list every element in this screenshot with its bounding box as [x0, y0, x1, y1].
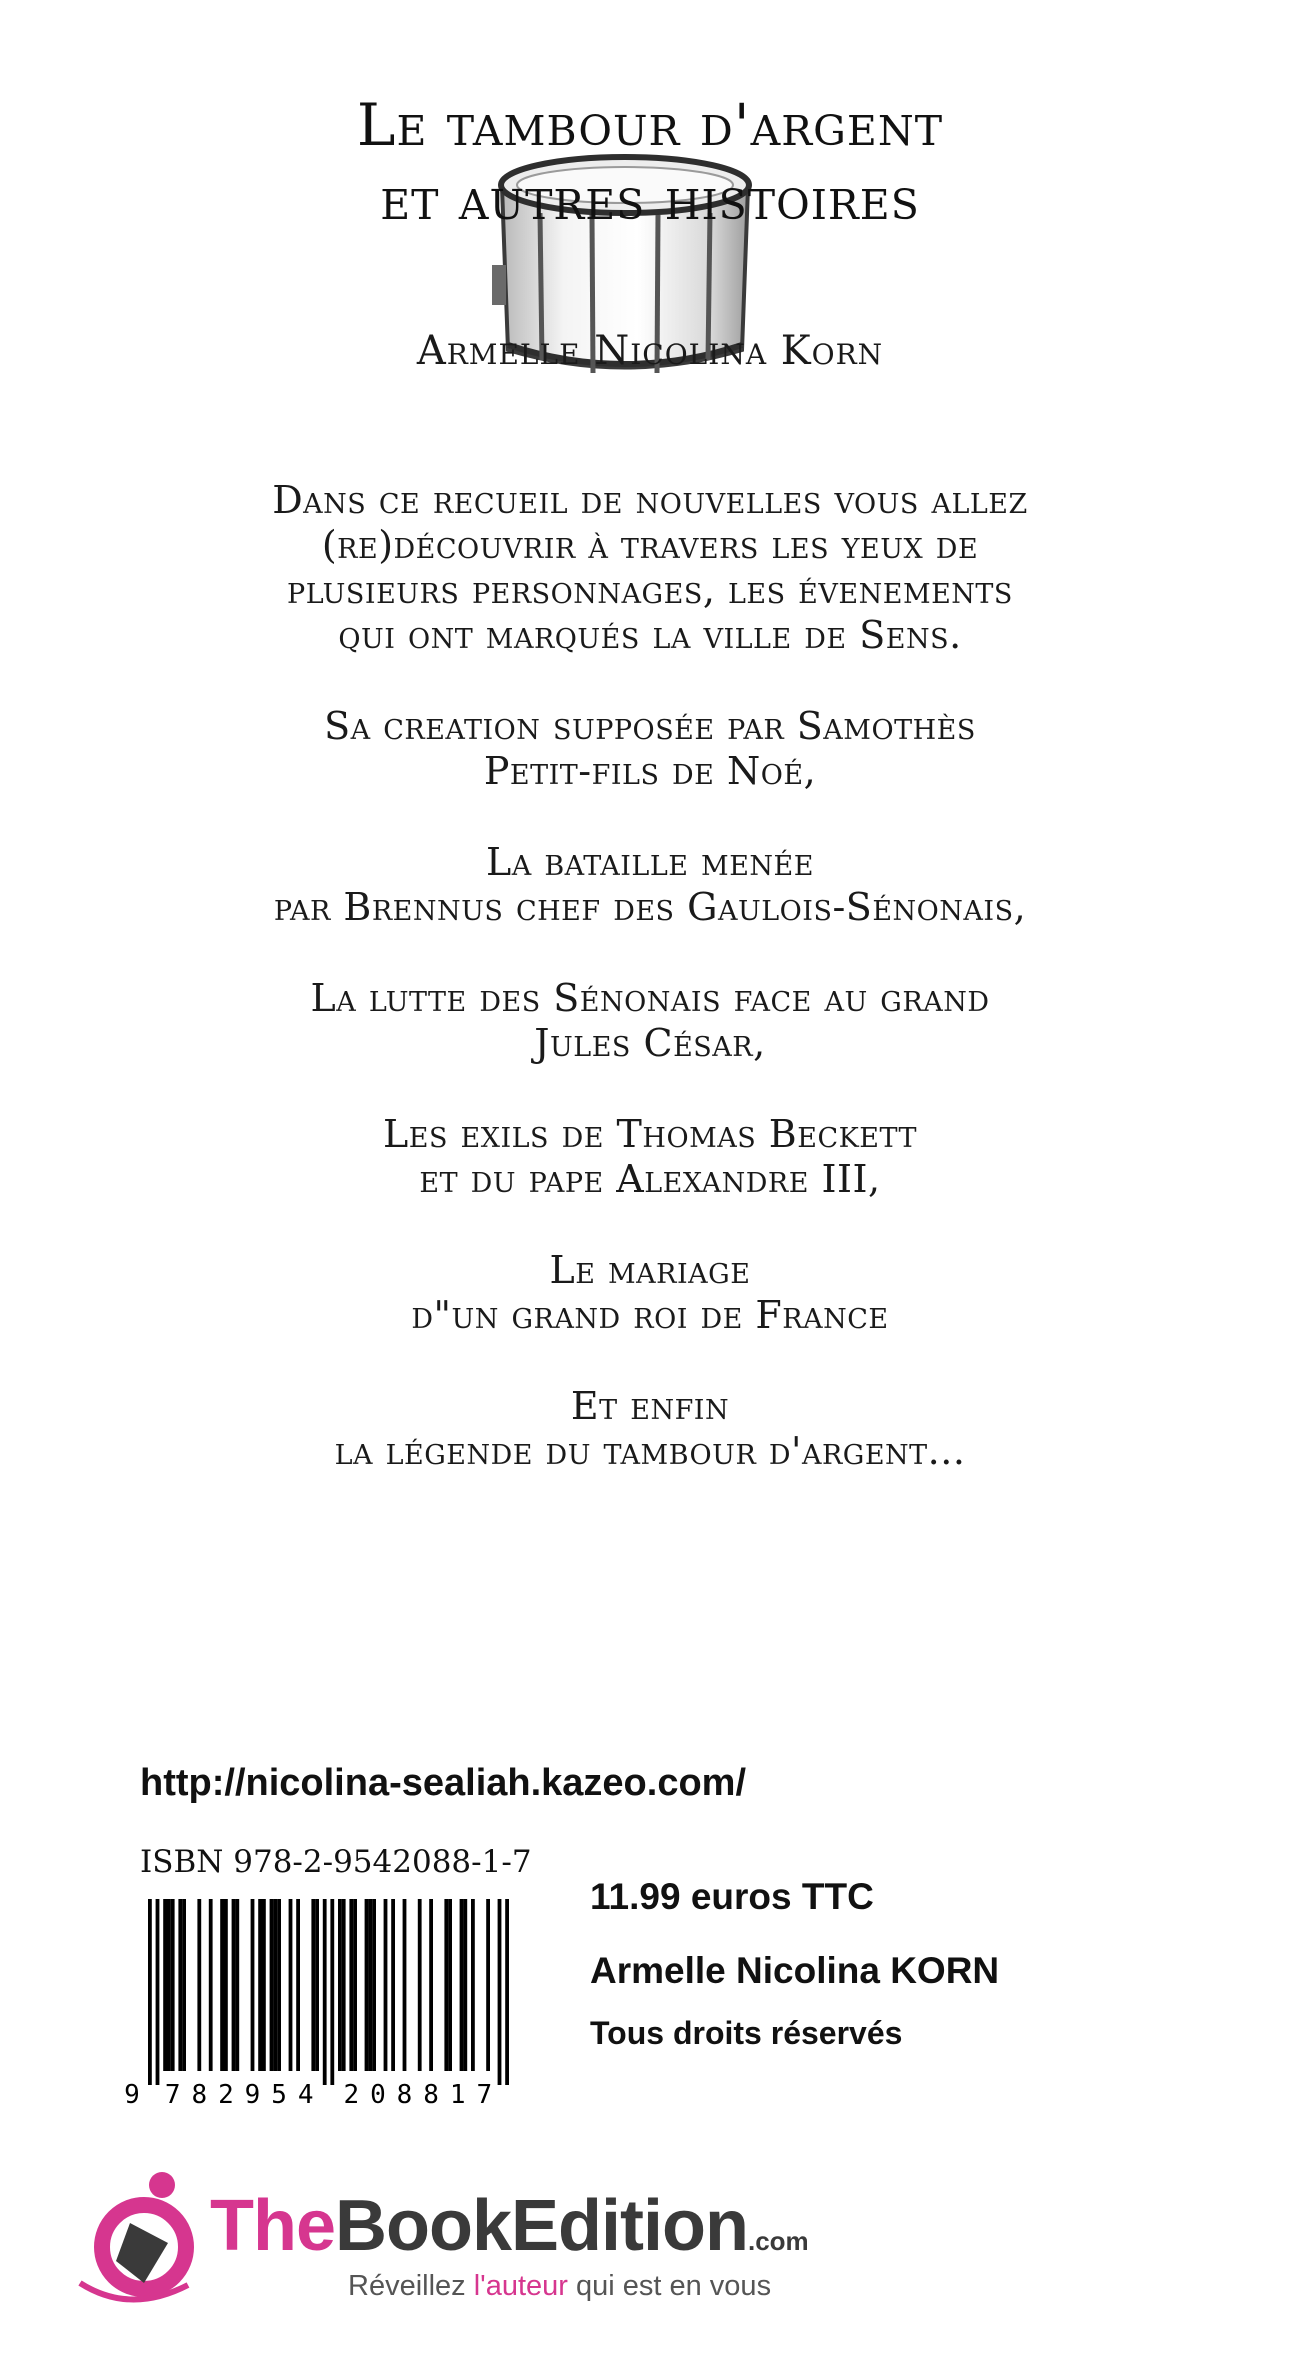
author-website[interactable]: http://nicolina-sealiah.kazeo.com/	[140, 1762, 747, 1804]
blurb-line: La bataille menée	[486, 840, 814, 884]
barcode-bar	[342, 1899, 346, 2071]
publisher-tagline	[348, 2270, 771, 2303]
blurb-paragraph	[0, 1248, 1300, 1338]
price-label: 11.99 euros TTC	[590, 1876, 874, 1917]
blurb-line: Jules César,	[534, 1021, 766, 1065]
blurb-line: la légende du tambour d'argent...	[334, 1429, 966, 1473]
blurb-line: Petit-fils de Noé,	[483, 749, 817, 793]
blurb-line: Les exils de Thomas Beckett	[383, 1112, 917, 1156]
barcode-bar	[444, 1899, 448, 2071]
wordmark-the: The	[210, 2186, 336, 2266]
blurb-line: Dans ce recueil de nouvelles vous allez	[272, 478, 1028, 522]
blurb-line: et du pape Alexandre III,	[419, 1157, 881, 1201]
rights-notice: Tous droits réservés	[590, 2015, 903, 2051]
barcode-bar	[330, 1899, 334, 2085]
barcode-bar	[270, 1899, 274, 2071]
barcode-digit: 8	[423, 2080, 439, 2110]
barcode-digit: 7	[476, 2080, 493, 2110]
barcode-bar	[463, 1899, 467, 2071]
barcode-bar	[429, 1899, 433, 2071]
barcode-bar	[296, 1899, 300, 2071]
barcode-bar	[315, 1899, 319, 2071]
barcode-bar	[365, 1899, 369, 2071]
barcode-bar	[323, 1899, 327, 2085]
blurb-line: par Brennus chef des Gaulois-Sénonais,	[273, 885, 1027, 929]
barcode-bar	[338, 1899, 342, 2071]
blurb-paragraph	[0, 704, 1300, 794]
barcode-bar	[505, 1899, 509, 2085]
blurb-line: Et enfin	[570, 1384, 730, 1428]
barcode-bar	[197, 1899, 201, 2071]
barcode-bar	[498, 1899, 502, 2085]
barcode-digit: 5	[271, 2080, 287, 2110]
barcode-bar	[372, 1899, 376, 2071]
wordmark-book: Book	[335, 2186, 512, 2266]
tagline-end: qui est en vous	[567, 2270, 772, 2302]
blurb-line: qui ont marqués la ville de Sens.	[338, 613, 962, 657]
barcode-bar	[156, 1899, 160, 2085]
barcode-digit: 0	[370, 2080, 386, 2110]
blurb-line: Sa creation supposée par Samothès	[324, 704, 976, 748]
barcode-digit: 9	[124, 2080, 140, 2110]
barcode-bar	[349, 1899, 353, 2071]
barcode-bar	[277, 1899, 281, 2071]
barcode-bar	[448, 1899, 452, 2071]
blurb-paragraph	[0, 976, 1300, 1066]
barcode-bar	[391, 1899, 395, 2071]
barcode-bar	[353, 1899, 357, 2071]
barcode-digit: 8	[191, 2080, 208, 2110]
barcode-bar	[418, 1899, 422, 2071]
isbn-barcode	[120, 1895, 550, 2110]
blurb-paragraph	[0, 478, 1300, 658]
barcode-bar	[471, 1899, 475, 2071]
back-cover-blurb	[0, 478, 1300, 1520]
wordmark-edition: Edition	[511, 2186, 748, 2266]
reading-person-icon	[70, 2165, 220, 2315]
barcode-bar	[148, 1899, 152, 2085]
barcode-bar	[311, 1899, 315, 2071]
barcode-bar	[486, 1899, 490, 2071]
barcode-digit: 1	[449, 2080, 466, 2110]
blurb-line: Le mariage	[549, 1248, 751, 1292]
barcode-bar	[209, 1899, 213, 2071]
barcode-digit: 7	[164, 2080, 181, 2110]
author-name: Armelle Nicolina Korn	[416, 328, 884, 374]
wordmark-tld: .com	[747, 2226, 809, 2256]
barcode-bar	[273, 1899, 277, 2071]
barcode-digit: 2	[218, 2080, 234, 2110]
barcode-bar	[182, 1899, 186, 2071]
barcode-bar	[178, 1899, 182, 2071]
title-line-2: et autres histoires	[380, 165, 920, 233]
barcode-bar	[289, 1899, 293, 2071]
blurb-line: d"un grand roi de France	[411, 1293, 889, 1337]
blurb-paragraph	[0, 840, 1300, 930]
blurb-paragraph	[0, 1112, 1300, 1202]
barcode-bar	[232, 1899, 236, 2071]
tagline-accent: l'auteur	[473, 2270, 568, 2302]
copyright-author: Armelle Nicolina KORN	[590, 1950, 1000, 1991]
barcode-digit: 8	[396, 2080, 413, 2110]
barcode-bar	[460, 1899, 464, 2071]
publisher-logo[interactable]	[70, 2165, 1030, 2315]
tagline-start: Réveillez	[348, 2270, 474, 2302]
barcode-bar	[171, 1899, 175, 2071]
barcode-digit: 2	[343, 2080, 360, 2110]
barcode-bar	[368, 1899, 372, 2071]
book-title	[0, 88, 1300, 236]
blurb-line: La lutte des Sénonais face au grand	[310, 976, 990, 1020]
blurb-paragraph	[0, 1384, 1300, 1474]
barcode-bar	[167, 1899, 171, 2071]
barcode-bar	[403, 1899, 407, 2071]
publisher-wordmark	[210, 2185, 809, 2267]
blurb-line: (re)découvrir à travers les yeux de	[321, 523, 979, 567]
barcode-bar	[224, 1899, 228, 2071]
barcode-bar	[262, 1899, 266, 2071]
barcode-bar	[235, 1899, 239, 2071]
barcode-bar	[384, 1899, 388, 2071]
blurb-line: plusieurs personnages, les évenements	[287, 568, 1013, 612]
barcode-bar	[163, 1899, 167, 2071]
isbn-label: ISBN 978-2-9542088-1-7	[140, 1844, 532, 1880]
barcode-digit: 9	[244, 2080, 261, 2110]
barcode-bar	[220, 1899, 224, 2071]
barcode-digit: 4	[297, 2080, 314, 2110]
title-line-1: Le tambour d'argent	[356, 91, 944, 159]
barcode-bar	[258, 1899, 262, 2071]
barcode-bar	[251, 1899, 255, 2071]
